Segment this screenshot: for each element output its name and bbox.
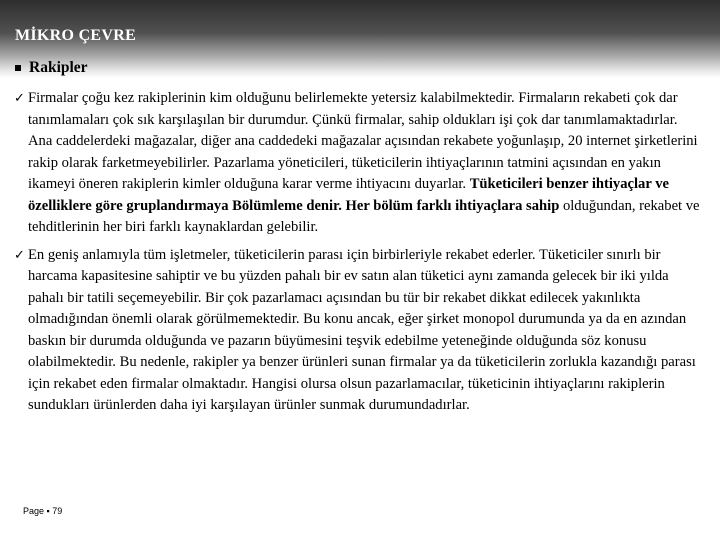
checkmark-icon: ✓	[14, 91, 25, 106]
section-heading	[15, 59, 88, 77]
section-heading-text: Rakipler	[29, 59, 88, 76]
slide-header	[0, 0, 720, 78]
paragraph-text: olduğundan, rekabet ve tehditlerinin her biri farklı kaynaklardan gelebilir.	[28, 197, 700, 235]
bullet-point-text: En geniş anlamıyla tüm işletmeler, tüketicilerin parası için birbirleriyle rekabet ederler. Tüketiciler sınırlı bir harcama kapasitesine sahiptir ve bu yüzden pahalı bir ev satın alan tüketici aynı zamanda gelecek bir iki yılda pahalı bir tatili seçemeyebilir. Bir çok pazarlamacı açısından bu tür bir rekabet dikkat edilecek yakınlıkta olmadığından önemli olarak görülmemektedir. Bu konu ancak, eğer şirket monopol durumunda ya da en azından baskın bir durumda olduğunda ve pazarın büyümesini teşvik edebilme yeteneğinde olduğunda söz konusu olabilmektedir. Bu nedenle, rakipler ya benzer ürünleri sunan firmalar ya da tüketicilerin zorlukla kazandığı parası için rekabet eden firmalar olmaktadır. Hangisi olursa olsun pazarlamacılar, tüketicinin ihtiyaçlarını rakiplerin sundukları ürünlerden daha iyi karşılayan ürünler sunmak durumundadırlar.	[28, 246, 696, 413]
page-number: Page ▪ 79	[23, 506, 63, 516]
bold-definition: Tüketicileri benzer ihtiyaçlar ve özelliklere göre gruplandırmaya Bölümleme denir. Her bölüm farklı ihtiyaçlara sahip	[28, 176, 669, 214]
bullet-point	[14, 88, 704, 239]
checkmark-icon: ✓	[14, 247, 25, 263]
square-bullet-icon	[15, 65, 21, 71]
bullet-point-text	[28, 88, 704, 239]
slide-content	[14, 88, 704, 417]
paragraph-text: Firmalar çoğu kez rakiplerinin kim olduğunu belirlemekte yetersiz kalabilmektedir. Firmaların rekabeti çok dar tanımlamaları çok sık karşılaşılan bir durumdur. Çünkü firmalar, sahip oldukları işi çok dar tanımlamaktadırlar. Ana caddelerdeki mağazalar, diğer ana caddedeki mağazalar açısından rekabete yoğunlaşıp, 20 internet şirketlerini rakip olarak farketmeyebilirler. Pazarlama yöneticileri, tüketicilerin ihtiyaçlarının tatmini açısından en yakın ikameyi öneren rakiplerin kimler olduğuna karar verme ihtiyacını duyarlar.	[28, 90, 698, 192]
bullet-point	[14, 245, 704, 417]
slide-title: MİKRO ÇEVRE	[15, 27, 137, 44]
